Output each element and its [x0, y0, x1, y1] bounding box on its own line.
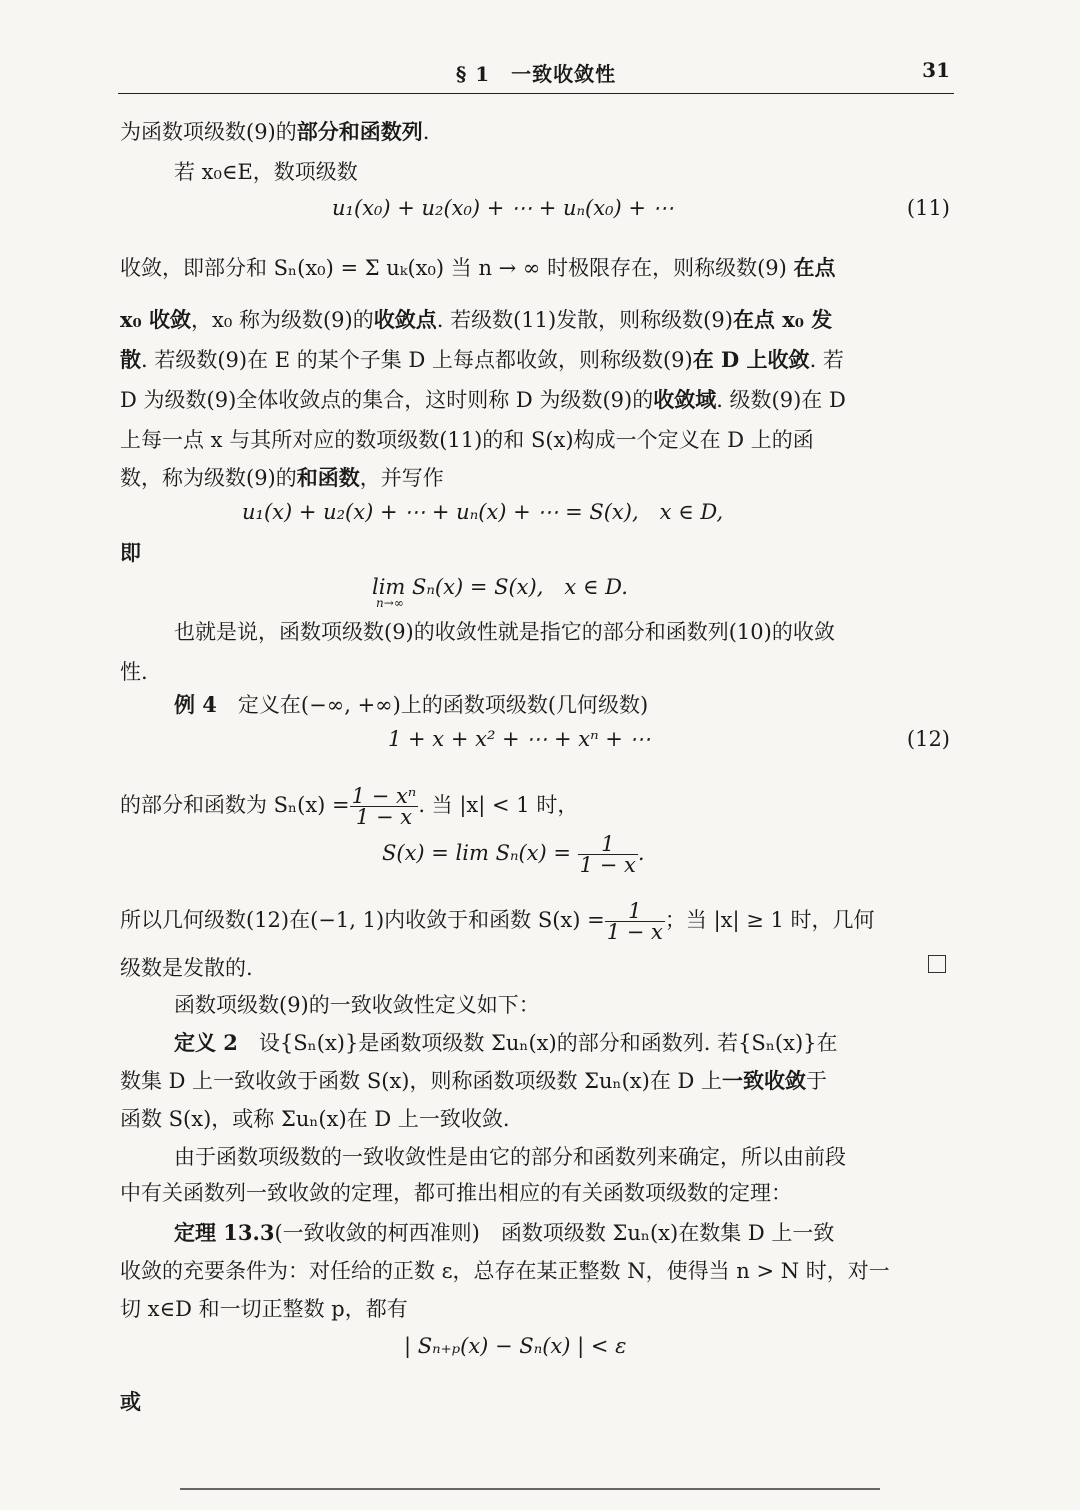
text-line-12: 例 4 定义在(−∞, +∞)上的函数项级数(几何级数) — [174, 692, 649, 717]
text-line-19: 函数 S(x)，或称 Σuₙ(x)在 D 上一致收敛. — [120, 1107, 510, 1131]
limit-subscript: n→∞ — [376, 596, 404, 610]
text-line-7: 上每一点 x 与其所对应的数项级数(11)的和 S(x)构成一个定义在 D 上的函 — [120, 428, 814, 452]
text-line-14: 所以几何级数(12)在(−1, 1)内收敛于和函数 S(x) = $\frac{1}{1 - x}$ ；当 |x| ≥ 1 时，几何 — [120, 899, 875, 944]
text-line-16: 函数项级数(9)的一致收敛性定义如下： — [174, 993, 540, 1017]
running-header — [118, 58, 954, 88]
text-line-10: 也就是说，函数项级数(9)的收敛性就是指它的部分和函数列(10)的收敛 — [174, 620, 835, 644]
equation-sum: u₁(x) + u₂(x) + ⋯ + uₙ(x) + ⋯ = S(x), x ∈ D, — [242, 500, 724, 524]
text-line-17: 定义 2 设{Sₙ(x)}是函数项级数 Σuₙ(x)的部分和函数列. 若{Sₙ(x)}在 — [174, 1030, 838, 1055]
text-line-4: x₀ 收敛，x₀ 称为级数(9)的收敛点. 若级数(11)发散，则称级数(9)在点 x₀ 发 — [120, 307, 833, 332]
equation-11: u₁(x₀) + u₂(x₀) + ⋯ + uₙ(x₀) + ⋯ — [332, 196, 674, 220]
text-line-1: 为函数项级数(9)的部分和函数列. — [120, 119, 430, 144]
text-line-18: 数集 D 上一致收敛于函数 S(x)，则称函数项级数 Σuₙ(x)在 D 上一致收敛于 — [120, 1068, 828, 1093]
section-title: § 1 一致收敛性 — [455, 62, 617, 86]
equation-cauchy: | Sₙ₊ₚ(x) − Sₙ(x) | < ε — [404, 1334, 627, 1358]
header-rule — [118, 93, 954, 94]
text-line-24: 切 x∈D 和一切正整数 p，都有 — [120, 1297, 408, 1321]
scan-edge-line — [180, 1488, 880, 1490]
text-line-6: D 为级数(9)全体收敛点的集合，这时则称 D 为级数(9)的收敛域. 级数(9)在 D — [120, 387, 846, 412]
page-number: 31 — [922, 58, 950, 82]
equation-sum-function: S(x) = lim Sₙ(x) = $\frac{1}{1 - x}$ . — [382, 832, 645, 877]
qed-box-icon — [928, 955, 946, 973]
equation-11-number: (11) — [906, 196, 950, 220]
equation-limit: lim Sₙ(x) = S(x), x ∈ D. — [372, 575, 628, 599]
text-line-3: 收敛，即部分和 Sₙ(x₀) = Σ uₖ(x₀) 当 n → ∞ 时极限存在，则称级数(9) 在点 — [120, 255, 836, 280]
text-line-21: 中有关函数列一致收敛的定理，都可推出相应的有关函数项级数的定理： — [120, 1181, 792, 1205]
equation-12-number: (12) — [906, 727, 950, 751]
text-line-20: 由于函数项级数的一致收敛性是由它的部分和函数列来确定，所以由前段 — [174, 1145, 846, 1169]
equation-12: 1 + x + x² + ⋯ + xⁿ + ⋯ — [388, 727, 651, 751]
text-line-11: 性. — [120, 660, 148, 684]
text-line-15: 级数是发散的. — [120, 956, 253, 980]
fraction-partial-sum: $\frac{\text{1 − xⁿ}}{1 - x}$ — [351, 784, 417, 829]
text-line-9: 即 — [120, 540, 141, 565]
text-line-2: 若 x₀∈E，数项级数 — [174, 160, 358, 184]
text-line-8: 数，称为级数(9)的和函数，并写作 — [120, 465, 444, 490]
text-line-23: 收敛的充要条件为：对任给的正数 ε，总存在某正整数 N，使得当 n > N 时，对一 — [120, 1259, 890, 1283]
text-line-22: 定理 13.3(一致收敛的柯西准则) 函数项级数 Σuₙ(x)在数集 D 上一致 — [174, 1220, 835, 1245]
text-line-13: 的部分和函数为 Sₙ(x) = $\frac{\text{1 − xⁿ}}{1 - x}$ . 当 |x| < 1 时， — [120, 784, 579, 829]
text-line-25: 或 — [120, 1389, 141, 1414]
text-line-5: 散. 若级数(9)在 E 的某个子集 D 上每点都收敛，则称级数(9)在 D 上收敛. 若 — [120, 347, 844, 372]
